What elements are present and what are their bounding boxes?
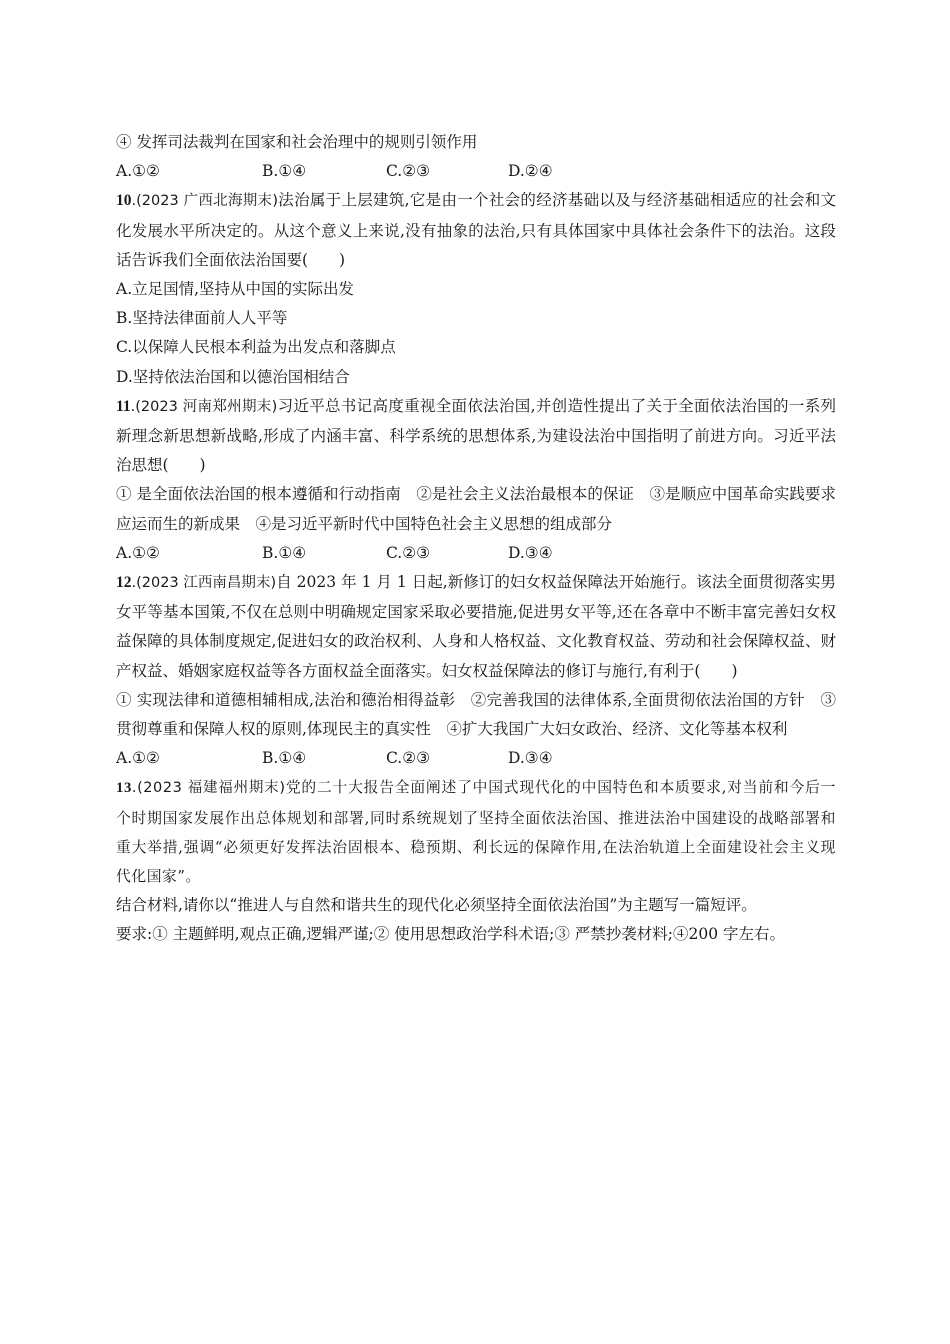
q9-option-c[interactable]: C.②③	[386, 162, 431, 181]
q11-source: .(2023 河南郑州期末)	[130, 398, 278, 415]
q13-task: 结合材料,请你以“推进人与自然和谐共生的现代化必须坚持全面依法治国”为主题写一篇短评。	[116, 896, 757, 915]
q13-requirements: 要求:① 主题鲜明,观点正确,逻辑严谨;② 使用思想政治学科术语;③ 严禁抄袭材料;④200 字左右。	[116, 925, 786, 944]
q10-option-c[interactable]: C.以保障人民根本利益为出发点和落脚点	[116, 338, 396, 357]
q9-statement-4: ④ 发挥司法裁判在国家和社会治理中的规则引领作用	[116, 133, 478, 151]
q13-material	[116, 773, 836, 891]
q11-option-d[interactable]: D.③④	[508, 543, 553, 562]
q12-stem-text: 自 2023 年 1 月 1 日起,新修订的妇女权益保障法开始施行。该法全面贯彻落实男女平等基本国策,不仅在总则中明确规定国家采取必要措施,促进男女平等,还在各章中不断丰富完善妇女权益保障的具体制度规定,促进妇女的政治权利、人身和人格权益、文化教育权益、劳动和社会保障权益、财产权益、婚姻家庭权益等各方面权益全面落实。妇女权益保障法的修订与施行,有利于( )	[116, 573, 836, 680]
q12-option-d[interactable]: D.③④	[508, 749, 553, 768]
q11-option-b[interactable]: B.①④	[262, 543, 307, 562]
q11-options	[116, 539, 836, 568]
q10-stem-text: 法治属于上层建筑,它是由一个社会的经济基础以及与经济基础相适应的社会和文化发展水平所决定的。从这个意义上来说,没有抽象的法治,只有具体国家中具体社会条件下的法治。这段话告诉我们全面依法治国要( )	[116, 191, 836, 269]
q11-statements: ① 是全面依法治国的根本遵循和行动指南 ②是社会主义法治最根本的保证 ③是顺应中国革命实践要求应运而生的新成果 ④是习近平新时代中国特色社会主义思想的组成部分	[116, 485, 836, 533]
q9-option-a[interactable]: A.①②	[116, 162, 160, 181]
q12-stem	[116, 568, 836, 686]
q10-option-a[interactable]: A.立足国情,坚持从中国的实际出发	[116, 280, 355, 299]
q9-options	[116, 157, 836, 186]
q12-statements: ① 实现法律和道德相辅相成,法治和德治相得益彰 ②完善我国的法律体系,全面贯彻依法治国的方针 ③贯彻尊重和保障人权的原则,体现民主的真实性 ④扩大我国广大妇女政治、经济、文化等基本权利	[116, 690, 836, 739]
q10-option-d[interactable]: D.坚持依法治国和以德治国相结合	[116, 367, 350, 386]
q10-source: .(2023 广西北海期末)	[131, 193, 278, 210]
q10-option-b[interactable]: B.坚持法律面前人人平等	[116, 309, 288, 328]
q10-number: 10	[116, 192, 132, 210]
q12-option-b[interactable]: B.①④	[262, 749, 307, 768]
q11-option-c[interactable]: C.②③	[386, 543, 431, 562]
q12-options	[116, 744, 836, 773]
exam-page	[116, 128, 836, 950]
q13-source: .(2023 福建福州期末)	[131, 780, 286, 797]
q9-option-b[interactable]: B.①④	[262, 162, 307, 181]
q11-option-a[interactable]: A.①②	[116, 543, 160, 562]
q11-stem-text: 习近平总书记高度重视全面依法治国,并创造性提出了关于全面依法治国的一系列新理念新思想新战略,形成了内涵丰富、科学系统的思想体系,为建设法治中国指明了前进方向。习近平法治思想( )	[116, 396, 837, 475]
q12-source: .(2023 江西南昌期末)	[131, 575, 277, 592]
q11-stem	[116, 392, 836, 481]
q13-number: 13	[116, 780, 132, 797]
q12-number: 12	[116, 574, 132, 592]
q10-stem	[116, 186, 836, 275]
q9-option-d[interactable]: D.②④	[508, 162, 553, 181]
q13-material-text: 党的二十大报告全面阐述了中国式现代化的中国特色和本质要求,对当前和今后一个时期国家发展作出总体规划和部署,同时系统规划了坚持全面依法治国、推进法治中国建设的战略部署和重大举措,强调“必须更好发挥法治固根本、稳预期、利长远的保障作用,在法治轨道上全面建设社会主义现代化国家”。	[116, 779, 836, 886]
q12-option-c[interactable]: C.②③	[386, 749, 431, 768]
q11-number: 11	[116, 397, 131, 415]
q12-option-a[interactable]: A.①②	[116, 749, 160, 768]
